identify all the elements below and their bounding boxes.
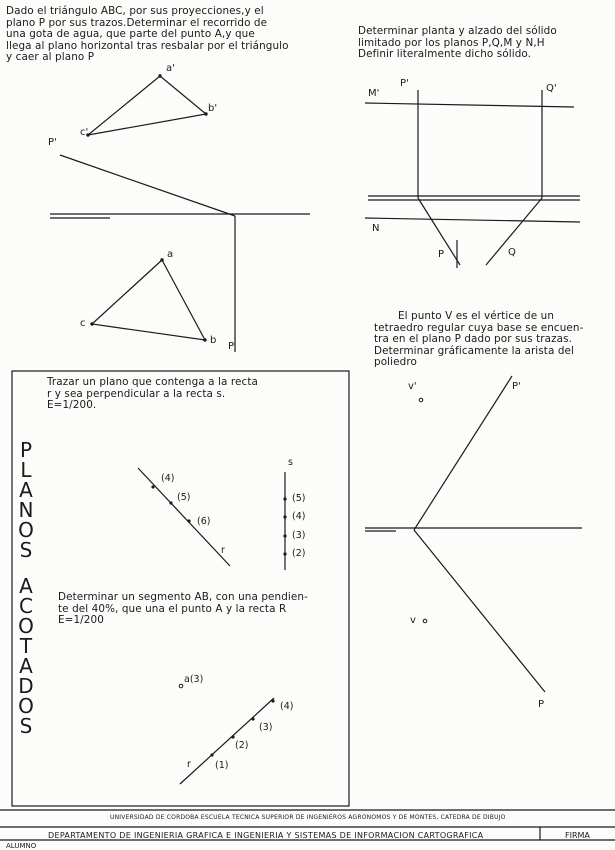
footer-university: UNIVERSIDAD DE CORDOBA ESCUELA TECNICA SUPERIOR DE INGENIEROS AGRONOMOS Y DE MONTES, CATEDRA DE DIBUJO — [110, 814, 506, 821]
label-n: N — [372, 223, 380, 234]
p3-line: El punto V es el vértice de un — [398, 310, 555, 322]
footer-department: DEPARTAMENTO DE INGENIERIA GRAFICA E INGENIERIA Y SISTEMAS DE INFORMACION CARTOGRAFICA — [48, 831, 484, 840]
problem3-text — [374, 311, 583, 369]
label-p-2: P — [438, 249, 445, 260]
title-letter: N — [18, 498, 34, 522]
problem1-text — [6, 6, 289, 64]
title-letter: C — [19, 594, 33, 618]
label-r-6: (6) — [197, 516, 211, 527]
p4-line: r y sea perpendicular a la recta s. — [47, 387, 226, 400]
title-letter: S — [19, 714, 33, 738]
line-r — [138, 468, 230, 566]
title-letter: A — [19, 574, 33, 598]
title-letter: T — [19, 634, 33, 658]
p4-line: Trazar un plano que contenga a la recta — [47, 376, 258, 388]
label-c-prime: c' — [80, 127, 89, 138]
label-v-prime: v' — [408, 381, 417, 392]
title-letter: D — [18, 674, 34, 698]
label-r-5: (5) — [177, 492, 191, 503]
p3-line: tetraedro regular cuya base se encuen- — [374, 321, 584, 334]
title-letter: O — [18, 614, 34, 638]
problem4-text — [47, 377, 258, 412]
label-a-prime: a' — [166, 63, 175, 74]
title-letter: O — [18, 518, 34, 542]
label-r-4: (4) — [161, 473, 175, 484]
p5-line: E=1/200 — [58, 614, 104, 627]
problem5-text — [58, 592, 308, 627]
label-s-4: (4) — [292, 511, 306, 522]
label-s: s — [288, 457, 293, 468]
label-m-prime: M' — [368, 88, 380, 99]
p2-line: Definir literalmente dicho sólido. — [358, 48, 532, 61]
p5-line: Determinar un segmento AB, con una pendien- — [58, 591, 308, 603]
p3-line: poliedro — [374, 356, 417, 369]
line-r-slope — [180, 698, 274, 784]
trace-n — [365, 218, 580, 222]
label-p-prime-3: P' — [512, 381, 521, 392]
p1-line: llega al plano horizontal tras resbalar por el triángulo — [6, 39, 289, 52]
p3-line: Determinar gráficamente la arista del — [374, 344, 575, 357]
label-q-prime: Q' — [546, 83, 557, 94]
label-s-2: (2) — [292, 548, 306, 559]
label-p-3: P — [538, 699, 545, 710]
label-a-3: a(3) — [184, 674, 204, 685]
title-letter: L — [20, 458, 32, 482]
footer-student: ALUMNO — [6, 842, 37, 850]
label-r5-2: (2) — [235, 740, 249, 751]
problem2-text — [358, 26, 557, 61]
title-letter: S — [19, 538, 33, 562]
triangle-elevation — [88, 76, 206, 135]
label-r5-3: (3) — [259, 722, 273, 733]
label-p: P — [228, 341, 235, 352]
label-q: Q — [508, 247, 516, 258]
planos-acotados-title — [14, 440, 38, 736]
label-v: v — [410, 615, 416, 626]
plane-trace-p-prime — [414, 376, 512, 530]
label-a: a — [167, 249, 174, 260]
label-p-prime: P' — [48, 137, 57, 148]
p2-line: limitado por los planos P,Q,M y N,H — [358, 36, 545, 49]
planos-acotados-frame — [12, 371, 349, 806]
label-c: c — [80, 318, 86, 329]
p5-line: te del 40%, que una el punto A y la recta R — [58, 602, 287, 615]
p1-line: plano P por sus trazos.Determinar el recorrido de — [6, 16, 268, 29]
label-b: b — [210, 335, 217, 346]
p1-line: y caer al plano P — [6, 51, 95, 64]
label-r: r — [221, 545, 225, 556]
p1-line: Dado el triángulo ABC, por sus proyecciones,y el — [6, 5, 264, 17]
footer-signature: FIRMA — [565, 831, 590, 840]
title-letter: A — [19, 478, 33, 502]
label-r5: r — [187, 759, 191, 770]
label-p-prime-2: P' — [400, 78, 409, 89]
label-s-3: (3) — [292, 530, 306, 541]
plane-p-vertical-trace — [60, 155, 235, 216]
title-letter: P — [19, 438, 33, 462]
p1-line: una gota de agua, que parte del punto A,y que — [6, 28, 255, 41]
label-b-prime: b' — [208, 103, 218, 114]
title-letter: O — [18, 694, 34, 718]
label-r5-1: (1) — [215, 760, 229, 771]
p3-line: tra en el plano P dado por sus trazas. — [374, 333, 573, 346]
triangle-plan — [92, 260, 205, 340]
label-s-5: (5) — [292, 493, 306, 504]
p2-line: Determinar planta y alzado del sólido — [358, 25, 557, 37]
title-letter: A — [19, 654, 33, 678]
p4-line: E=1/200. — [47, 399, 97, 412]
plane-trace-p — [414, 530, 545, 692]
trace-m-prime — [365, 103, 574, 107]
label-r5-4: (4) — [280, 701, 294, 712]
